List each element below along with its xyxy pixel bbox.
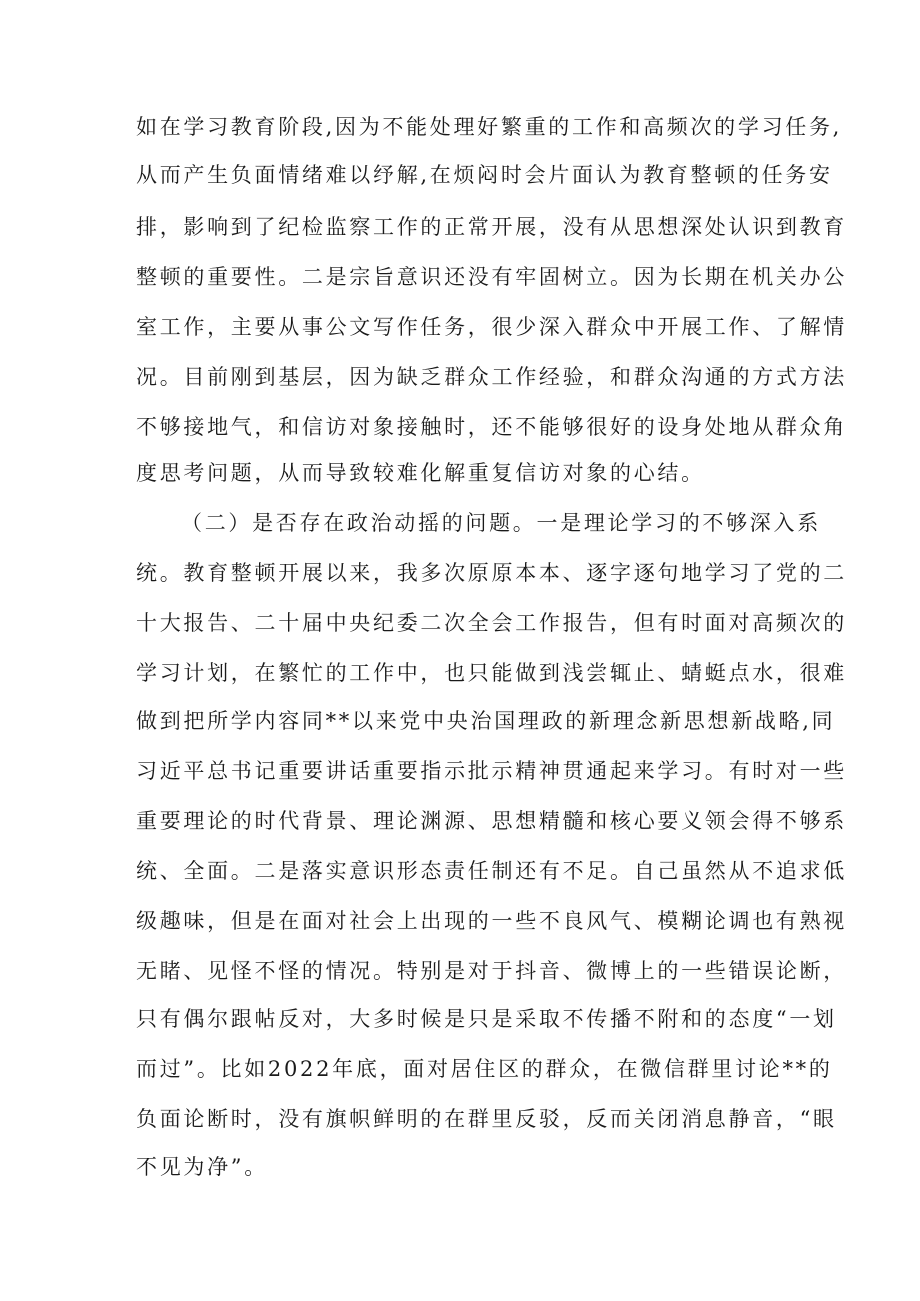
text-line: 况。目前刚到基层，因为缺乏群众工作经验，和群众沟通的方式方法 [136,365,847,389]
text-line: 统。教育整顿开展以来，我多次原原本本、逐字逐句地学习了党的二 [136,561,847,585]
text-line: 习近平总书记重要讲话重要指示批示精神贯通起来学习。有时对一些 [136,759,847,783]
text-line: 学习计划，在繁忙的工作中，也只能做到浅尝辄止、蜻蜓点水，很难 [136,661,847,685]
text-line: 整顿的重要性。二是宗旨意识还没有牢固树立。因为长期在机关办公 [136,265,847,289]
text-line: 排，影响到了纪检监察工作的正常开展，没有从思想深处认识到教育 [136,215,847,239]
text-line: 重要理论的时代背景、理论渊源、思想精髓和核心要义领会得不够系 [136,809,847,833]
text-line: 如在学习教育阶段,因为不能处理好繁重的工作和高频次的学习任务, [136,115,843,139]
text-line: （二）是否存在政治动摇的问题。一是理论学习的不够深入系 [181,511,821,535]
text-line: 统、全面。二是落实意识形态责任制还有不足。自己虽然从不追求低 [136,859,847,883]
text-line: 室工作，主要从事公文写作任务，很少深入群众中开展工作、了解情 [136,315,847,339]
text-line: 不见为净”。 [136,1155,268,1179]
text-line: 而过”。比如2022年底，面对居住区的群众，在微信群里讨论**的 [136,1057,833,1081]
text-line: 从而产生负面情绪难以纾解,在烦闷时会片面认为教育整顿的任务安 [136,163,833,187]
text-line: 做到把所学内容同**以来党中央治国理政的新理念新思想新战略,同 [136,709,836,733]
text-line: 只有偶尔跟帖反对，大多时候是只是采取不传播不附和的态度“一划 [136,1007,837,1031]
text-line: 度思考问题，从而导致较难化解重复信访对象的心结。 [136,461,705,485]
text-line: 十大报告、二十届中央纪委二次全会工作报告，但有时面对高频次的 [136,611,847,635]
text-line: 不够接地气，和信访对象接触时，还不能够很好的设身处地从群众角 [136,415,847,439]
text-line: 无睹、见怪不怪的情况。特别是对于抖音、微博上的一些错误论断， [136,959,847,983]
text-line: 负面论断时，没有旗帜鲜明的在群里反驳，反而关闭消息静音，“眼 [136,1107,837,1131]
text-line: 级趣味，但是在面对社会上出现的一些不良风气、模糊论调也有熟视 [136,909,847,933]
